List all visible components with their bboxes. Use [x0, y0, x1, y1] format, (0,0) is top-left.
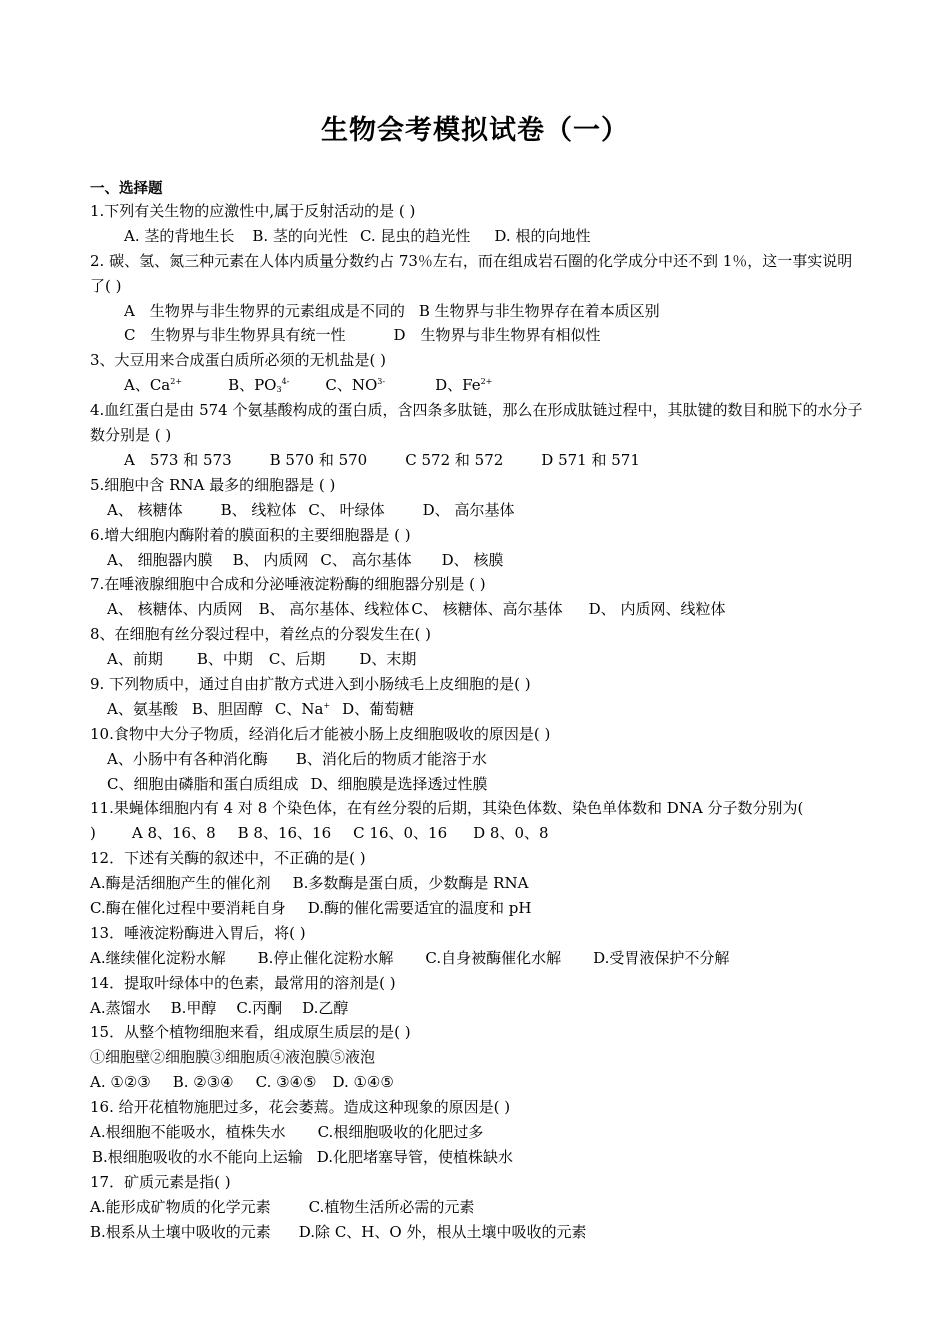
- option-c: C、细胞由磷脂和蛋白质组成: [107, 774, 299, 793]
- question-stem: 13．唾液淀粉酶进入胃后，将( ): [90, 923, 306, 942]
- option-c: C.植物生活所必需的元素: [308, 1197, 475, 1216]
- option-a: A 8、16、8: [131, 824, 216, 843]
- question-list: [90, 199, 865, 1244]
- option-c: C、 核糖体、高尔基体: [411, 600, 563, 619]
- option-c: C. ③④⑤: [255, 1073, 317, 1092]
- option-line: [90, 548, 865, 573]
- option-line: [90, 747, 865, 772]
- option-a: A. 茎的背地生长: [124, 226, 235, 245]
- option-b: B.根细胞吸收的水不能向上运输: [92, 1147, 303, 1166]
- question-stem: 4.血红蛋白是由 574 个氨基酸构成的蛋白质，含四条多肽链，那么在形成肽链过程中，其肽键的数目和脱下的水分子数分别是 ( ): [90, 401, 863, 445]
- option-line: [90, 946, 865, 971]
- option-d: D 571 和 571: [541, 450, 640, 469]
- option-line: [90, 697, 865, 722]
- option-b: B、消化后的物质才能溶于水: [295, 749, 487, 768]
- question-stem: 14．提取叶绿体中的色素，最常用的溶剂是( ): [90, 973, 396, 992]
- option-c: C.丙酮: [236, 998, 283, 1017]
- question-stem: 3、大豆用来合成蛋白质所必须的无机盐是( ): [90, 351, 387, 370]
- section-heading: 一、选择题: [90, 181, 163, 197]
- option-a: A.能形成矿物质的化学元素: [90, 1197, 271, 1216]
- option-d: D、 内质网、线粒体: [588, 600, 726, 619]
- option-c: C 572 和 572: [405, 450, 504, 469]
- option-line: [90, 821, 865, 846]
- question-stem: 6.增大细胞内酶附着的膜面积的主要细胞器是 ( ): [90, 525, 411, 544]
- question-items: ①细胞壁②细胞膜③细胞质④液泡膜⑤液泡: [90, 1048, 376, 1067]
- option-line: [90, 373, 865, 398]
- option-c: C 生物界与非生物界具有统一性: [124, 326, 346, 345]
- option-line: [90, 647, 865, 672]
- question-stem: 15．从整个植物细胞来看，组成原生质层的是( ): [90, 1023, 411, 1042]
- option-c: C、 叶绿体: [308, 500, 385, 519]
- option-b: B 8、16、16: [237, 824, 332, 843]
- option-c: C、后期: [268, 650, 326, 669]
- option-c: C.根细胞吸收的化肥过多: [317, 1123, 484, 1142]
- option-b: B、 线粒体: [220, 500, 297, 519]
- option-d: D.受胃液保护不分解: [593, 948, 730, 967]
- option-a: A、前期: [107, 650, 163, 669]
- option-d: D、$Fe^{2+}$: [435, 376, 493, 395]
- option-b: B. 茎的向光性: [252, 226, 348, 245]
- option-a: A、 细胞器内膜: [107, 550, 213, 569]
- option-line: [90, 896, 865, 921]
- question-stem: 9. 下列物质中，通过自由扩散方式进入到小肠绒毛上皮细胞的是( ): [90, 674, 531, 693]
- question-stem: 8、在细胞有丝分裂过程中，着丝点的分裂发生在( ): [90, 625, 432, 644]
- question-stem: 11.果蝇体细胞内有 4 对 8 个染色体，在有丝分裂的后期，其染色体数、染色单体数和 DNA 分子数分别为(: [90, 799, 804, 818]
- option-c: C、Na+: [274, 699, 331, 718]
- option-a: A 573 和 573: [124, 450, 232, 469]
- option-line: [90, 996, 865, 1021]
- option-b: B.停止催化淀粉水解: [257, 948, 394, 967]
- option-d: D、 核膜: [441, 550, 504, 569]
- option-d: D 生物界与非生物界有相似性: [393, 326, 601, 345]
- option-c: C.酶在催化过程中要消耗自身: [90, 899, 286, 917]
- option-line: [90, 1145, 865, 1170]
- option-a: A.蒸馏水: [90, 998, 151, 1017]
- option-c: C. 昆虫的趋光性: [359, 226, 471, 245]
- option-b: B、 内质网: [232, 550, 309, 569]
- option-c: C、$NO^{3-}$: [325, 376, 386, 395]
- question-stem: 7.在唾液腺细胞中合成和分泌唾液淀粉酶的细胞器分别是 ( ): [90, 575, 486, 594]
- option-b: B.甲醇: [170, 998, 217, 1017]
- page-title: 生物会考模拟试卷（一）: [321, 115, 629, 146]
- option-a: A、 核糖体、内质网: [107, 600, 243, 619]
- option-d: D. 根的向地性: [494, 226, 591, 245]
- option-a: A.酶是活细胞产生的催化剂: [90, 874, 271, 893]
- option-d: D.酶的催化需要适宜的温度和 pH: [307, 899, 532, 917]
- option-d: D.化肥堵塞导管，使植株缺水: [316, 1147, 514, 1166]
- option-line: [90, 1120, 865, 1145]
- option-a: A、小肠中有各种消化酶: [107, 749, 268, 768]
- question-stem: 16. 给开花植物施肥过多，花会萎蔫。造成这种现象的原因是( ): [90, 1098, 511, 1117]
- option-line: [90, 498, 865, 523]
- question-stem: 10.食物中大分子物质，经消化后才能被小肠上皮细胞吸收的原因是( ): [90, 724, 551, 743]
- option-line: [90, 1070, 865, 1095]
- option-b: B、中期: [196, 650, 253, 669]
- option-line: [90, 772, 865, 797]
- option-d: D 8、0、8: [473, 824, 549, 843]
- option-d: D. ①④⑤: [332, 1073, 394, 1092]
- option-b: B.根系从土壤中吸收的元素: [90, 1222, 271, 1241]
- option-line: [90, 448, 865, 473]
- option-line: [90, 597, 865, 622]
- option-b: B、胆固醇: [191, 699, 263, 718]
- option-c: C、 高尔基体: [320, 550, 412, 569]
- option-b: B.多数酶是蛋白质，少数酶是 RNA: [292, 874, 529, 893]
- option-line: [90, 299, 865, 324]
- option-d: D.除 C、H、O 外，根从土壤中吸收的元素: [298, 1222, 587, 1241]
- option-a: A. ①②③: [90, 1073, 151, 1092]
- option-line: [90, 1220, 865, 1245]
- option-b: B. ②③④: [172, 1073, 234, 1092]
- question-stem: 1.下列有关生物的应激性中,属于反射活动的是 ( ): [90, 202, 416, 220]
- option-d: D.乙醇: [302, 998, 349, 1017]
- option-line: [90, 224, 865, 249]
- option-d: D、末期: [359, 650, 417, 669]
- question-stem: 17．矿质元素是指( ): [90, 1172, 231, 1191]
- option-a: A、氨基酸: [107, 699, 178, 718]
- option-line: [90, 1195, 865, 1220]
- option-a: A、 核糖体: [107, 500, 183, 519]
- option-d: D、葡萄糖: [342, 699, 415, 718]
- option-b: B 570 和 570: [269, 450, 368, 469]
- option-a: A.根细胞不能吸水，植株失水: [90, 1123, 286, 1142]
- option-b: B 生物界与非生物界存在着本质区别: [418, 301, 660, 320]
- question-stem-cont: ): [90, 824, 96, 843]
- option-b: B、$PO_3^{4-}$: [228, 376, 290, 395]
- option-d: D、 高尔基体: [422, 500, 515, 519]
- option-d: D、细胞膜是选择透过性膜: [310, 774, 488, 793]
- question-stem: 5.细胞中含 RNA 最多的细胞器是 ( ): [90, 475, 336, 494]
- option-c: C.自身被酶催化水解: [425, 948, 562, 967]
- option-a: A、$Ca^{2+}$: [124, 376, 183, 395]
- option-a: A 生物界与非生物界的元素组成是不同的: [124, 301, 405, 320]
- option-b: B、 高尔基体、线粒体: [258, 600, 410, 619]
- option-line: [90, 323, 865, 348]
- option-a: A.继续催化淀粉水解: [90, 948, 226, 967]
- option-c: C 16、0、16: [353, 824, 448, 843]
- question-stem: 2. 碳、氢、氮三种元素在人体内质量分数约占 73％左右，而在组成岩石圈的化学成分中还不到 1％，这一事实说明了( ): [90, 251, 853, 295]
- question-stem: 12．下述有关酶的叙述中，不正确的是( ): [90, 849, 366, 868]
- option-line: [90, 871, 865, 896]
